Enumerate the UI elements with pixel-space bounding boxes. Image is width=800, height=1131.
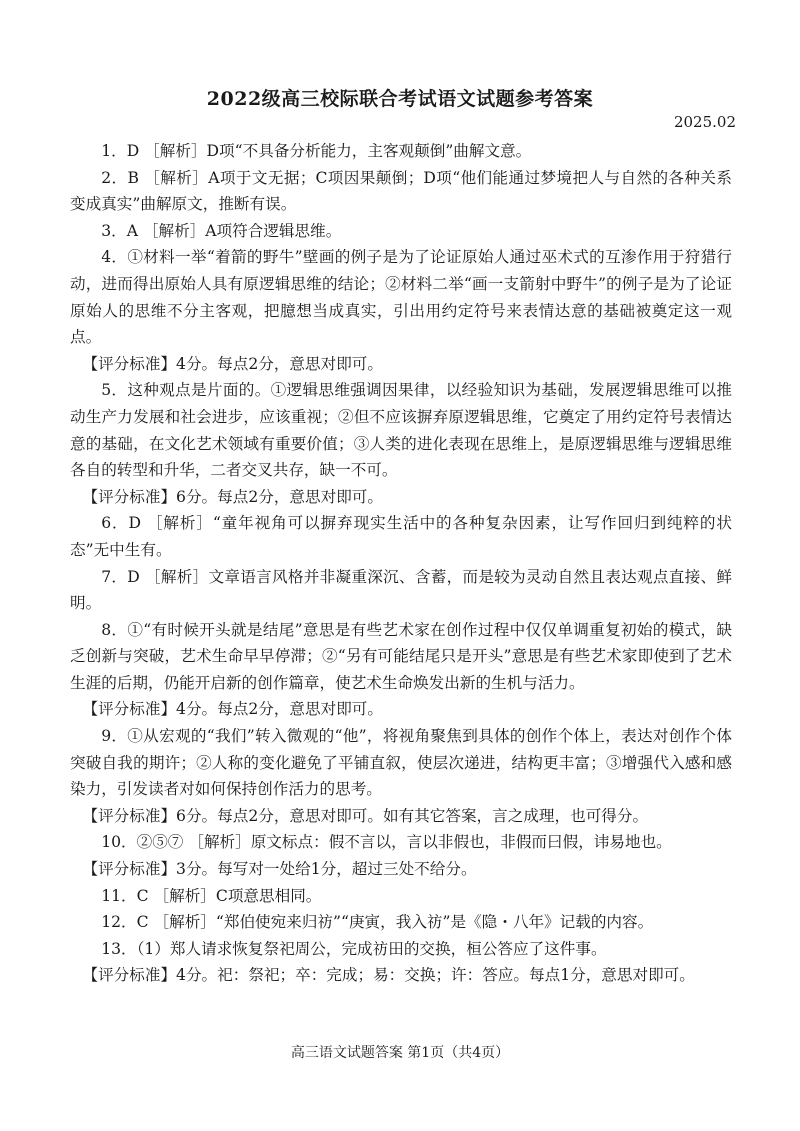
answer-content bbox=[70, 138, 732, 989]
scoring-standard-8: 【评分标准】4分。每点2分，意思对即可。 bbox=[82, 700, 383, 719]
answer-1: 1．D ［解析］D项“不具备分析能力，主客观颠倒”曲解文意。 bbox=[101, 142, 532, 160]
scoring-standard-10: 【评分标准】3分。每写对一处给1分，超过三处不给分。 bbox=[82, 860, 477, 879]
scoring-standard-9: 【评分标准】6分。每点2分，意思对即可。如有其它答案，言之成理，也可得分。 bbox=[82, 806, 649, 825]
answer-9: 9．①从宏观的“我们”转入微观的“他”，将视角聚焦到具体的创作个体上，表达对创作个体突破自我的期许；②人称的变化避免了平铺直叙，使层次递进，结构更丰富；③增强代入感和感染力，引发读者对如何保持创作活力的思考。 bbox=[70, 727, 732, 799]
answer-6: 6．D ［解析］“童年视角可以摒弃现实生活中的各种复杂因素，让写作回归到纯粹的状态”无中生有。 bbox=[70, 514, 732, 559]
document-date: 2025.02 bbox=[673, 113, 736, 131]
answer-11: 11．C ［解析］C项意思相同。 bbox=[101, 886, 322, 905]
scoring-standard-13: 【评分标准】4分。祀：祭祀；卒：完成；易：交换；许：答应。每点1分，意思对即可。 bbox=[82, 966, 695, 985]
answer-4: 4．①材料一举“着箭的野牛”壁画的例子是为了论证原始人通过巫术式的互渗作用于狩猎行动，进而得出原始人具有原逻辑思维的结论；②材料二举“画一支箭射中野牛”的例子是为了论证原始人的思维不分主客观，把臆想当成真实，引出用约定符号来表情达意的基础被奠定这一观点。 bbox=[70, 248, 732, 347]
answer-2: 2．B ［解析］A项于文无据；C项因果颠倒；D项“他们能通过梦境把人与自然的各种关系变成真实”曲解原文，推断有误。 bbox=[70, 168, 732, 214]
answer-5: 5．这种观点是片面的。①逻辑思维强调因果律，以经验知识为基础，发展逻辑思维可以推动生产力发展和社会进步，应该重视；②但不应该摒弃原逻辑思维，它奠定了用约定符号表情达意的基础，在文化艺术领域有重要价值；③人类的进化表现在思维上，是原逻辑思维与逻辑思维各自的转型和升华，二者交叉共存，缺一不可。 bbox=[70, 381, 732, 480]
answer-8: 8．①“有时候开头就是结尾”意思是有些艺术家在创作过程中仅仅单调重复初始的模式，缺乏创新与突破，艺术生命早早停滞；②“另有可能结尾只是开头”意思是有些艺术家即使到了艺术生涯的后期，仍能开启新的创作篇章，使艺术生命焕发出新的生机与活力。 bbox=[70, 620, 732, 692]
answer-10: 10．②⑤⑦ ［解析］原文标点：假不言以，言以非假也，非假而曰假，讳易地也。 bbox=[101, 833, 672, 852]
answer-12: 12．C ［解析］“郑伯使宛来归祊”“庚寅，我入祊”是《隐・八年》记载的内容。 bbox=[101, 913, 654, 932]
answer-3: 3．A ［解析］A项符合逻辑思维。 bbox=[101, 221, 342, 240]
scoring-standard-4: 【评分标准】4分。每点2分，意思对即可。 bbox=[82, 354, 383, 373]
page-footer: 高三语文试题答案 第1页（共4页） bbox=[290, 1045, 510, 1061]
document-title: 2022级高三校际联合考试语文试题参考答案 bbox=[206, 88, 594, 110]
answer-7: 7．D ［解析］文章语言风格并非凝重深沉、含蓄，而是较为灵动自然且表达观点直接、鲜明。 bbox=[70, 567, 732, 613]
scoring-standard-5: 【评分标准】6分。每点2分，意思对即可。 bbox=[82, 487, 383, 506]
answer-13: 13．（1）郑人请求恢复祭祀周公，完成祊田的交换，桓公答应了这件事。 bbox=[101, 939, 607, 958]
